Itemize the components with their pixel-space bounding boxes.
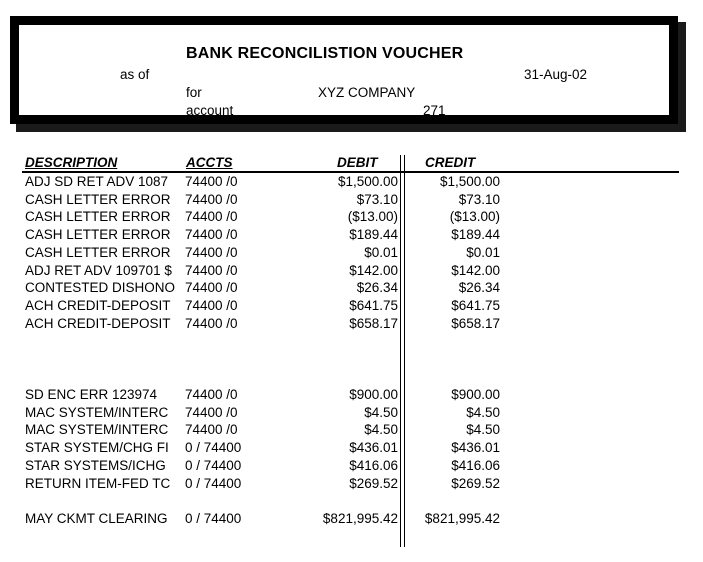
- row-accts: 74400 /0: [185, 405, 238, 420]
- as-of-label: as of: [120, 67, 150, 82]
- row-credit: $4.50: [466, 405, 500, 420]
- row-credit: $73.10: [458, 192, 500, 207]
- row-description: MAC SYSTEM/INTERC: [25, 422, 169, 437]
- row-debit: $26.34: [356, 280, 398, 295]
- row-debit: $0.01: [364, 245, 398, 260]
- row-description: ADJ SD RET ADV 1087: [25, 174, 169, 189]
- row-description: RETURN ITEM-FED TC: [25, 476, 171, 491]
- table-row: [0, 440, 703, 458]
- row-debit: $189.44: [349, 227, 398, 242]
- row-accts: 74400 /0: [185, 298, 238, 313]
- column-header-credit: CREDIT: [425, 155, 476, 170]
- table-row: [0, 263, 703, 281]
- row-accts: 74400 /0: [185, 174, 238, 189]
- row-description: ACH CREDIT-DEPOSIT: [25, 316, 171, 331]
- row-debit: $73.10: [356, 192, 398, 207]
- row-accts: 74400 /0: [185, 209, 238, 224]
- row-description: CASH LETTER ERROR: [25, 227, 171, 242]
- table-row: [0, 476, 703, 494]
- row-credit: $821,995.42: [424, 511, 500, 526]
- column-header-description: DESCRIPTION: [25, 155, 118, 170]
- row-debit: $416.06: [349, 458, 398, 473]
- table-row: [0, 174, 703, 192]
- row-accts: 74400 /0: [185, 280, 238, 295]
- row-accts: 74400 /0: [185, 227, 238, 242]
- row-accts: 0 / 74400: [185, 511, 242, 526]
- row-description: STAR SYSTEMS/ICHG: [25, 458, 166, 473]
- column-header-debit: DEBIT: [337, 155, 378, 170]
- header-rule: [22, 171, 679, 173]
- table-row: [0, 280, 703, 298]
- table-row: [0, 405, 703, 423]
- row-credit: $142.00: [451, 263, 500, 278]
- row-credit: $26.34: [458, 280, 500, 295]
- row-accts: 0 / 74400: [185, 458, 242, 473]
- row-description: ACH CREDIT-DEPOSIT: [25, 298, 171, 313]
- row-credit: $658.17: [451, 316, 500, 331]
- table-row: [0, 209, 703, 227]
- row-credit: $189.44: [451, 227, 500, 242]
- voucher-title: BANK RECONCILISTION VOUCHER: [186, 45, 464, 62]
- column-header-accts: ACCTS: [186, 155, 233, 170]
- row-debit: $821,995.42: [322, 511, 398, 526]
- row-description: MAC SYSTEM/INTERC: [25, 405, 169, 420]
- row-description: MAY CKMT CLEARING: [25, 511, 168, 526]
- row-description: CONTESTED DISHONO: [25, 280, 176, 295]
- row-credit: $4.50: [466, 422, 500, 437]
- table-row: [0, 316, 703, 334]
- row-credit: $900.00: [451, 387, 500, 402]
- row-credit: ($13.00): [449, 209, 500, 224]
- row-debit: $269.52: [349, 476, 398, 491]
- table-row: [0, 298, 703, 316]
- account-number: 271: [423, 103, 446, 118]
- row-accts: 74400 /0: [185, 263, 238, 278]
- table-row: [0, 422, 703, 440]
- row-credit: $269.52: [451, 476, 500, 491]
- row-description: CASH LETTER ERROR: [25, 192, 171, 207]
- row-accts: 0 / 74400: [185, 476, 242, 491]
- row-credit: $416.06: [451, 458, 500, 473]
- row-debit: $641.75: [349, 298, 398, 313]
- row-debit: $658.17: [349, 316, 398, 331]
- row-description: CASH LETTER ERROR: [25, 209, 171, 224]
- row-description: CASH LETTER ERROR: [25, 245, 171, 260]
- row-accts: 74400 /0: [185, 387, 238, 402]
- table-row: [0, 245, 703, 263]
- row-accts: 74400 /0: [185, 192, 238, 207]
- row-credit: $1,500.00: [439, 174, 500, 189]
- table-row: [0, 227, 703, 245]
- row-debit: ($13.00): [347, 209, 398, 224]
- row-credit: $0.01: [466, 245, 500, 260]
- table-row: [0, 511, 703, 529]
- for-label: for: [186, 85, 202, 100]
- row-accts: 0 / 74400: [185, 440, 242, 455]
- row-description: ADJ RET ADV 109701 $: [25, 263, 172, 278]
- row-accts: 74400 /0: [185, 316, 238, 331]
- row-debit: $1,500.00: [337, 174, 398, 189]
- row-debit: $436.01: [349, 440, 398, 455]
- voucher-date: 31-Aug-02: [524, 67, 588, 82]
- row-description: STAR SYSTEM/CHG FI: [25, 440, 169, 455]
- table-row: [0, 387, 703, 405]
- row-debit: $4.50: [364, 422, 398, 437]
- row-credit: $436.01: [451, 440, 500, 455]
- row-description: SD ENC ERR 123974: [25, 387, 158, 402]
- table-row: [0, 458, 703, 476]
- row-debit: $4.50: [364, 405, 398, 420]
- account-label: account: [186, 103, 234, 118]
- row-debit: $142.00: [349, 263, 398, 278]
- table-row: [0, 192, 703, 210]
- row-accts: 74400 /0: [185, 245, 238, 260]
- row-accts: 74400 /0: [185, 422, 238, 437]
- row-credit: $641.75: [451, 298, 500, 313]
- row-debit: $900.00: [349, 387, 398, 402]
- company-name: XYZ COMPANY: [318, 85, 416, 100]
